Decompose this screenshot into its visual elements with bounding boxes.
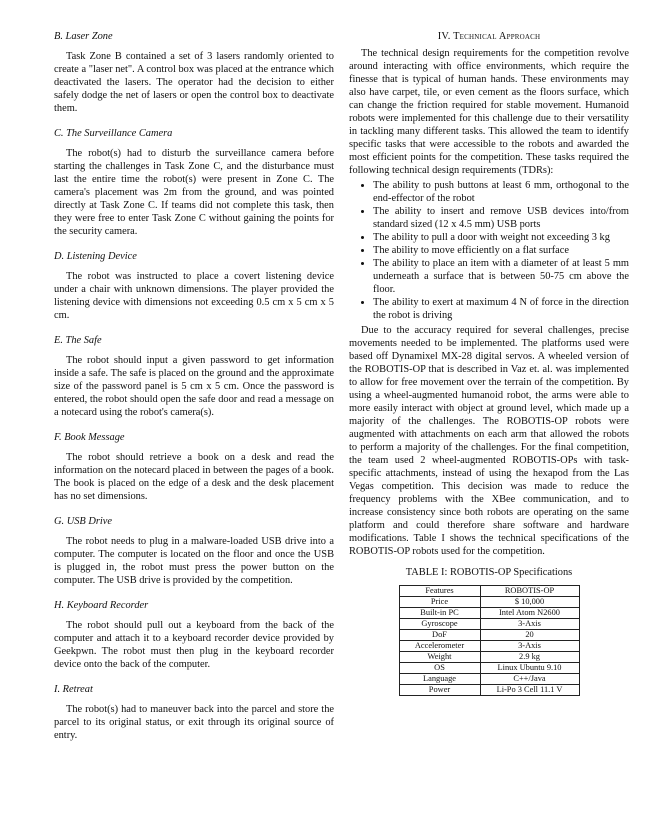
tdr-item: • The ability to exert at maximum 4 N of force in the direction the robot is driving [373,296,629,322]
section-title: H. Keyboard Recorder [54,600,149,611]
section-laser-zone [54,30,334,115]
table-cell-key: Power [399,685,480,696]
section-body: Task Zone B contained a set of 3 lasers randomly oriented to create a "laser net". A control box was placed at the entrance which deactivated the lasers. The operator had the decision to either safely dodge the net of lasers or open the control box to deactivate them. [54,51,334,114]
section-title: I. Retreat [54,684,93,695]
left-column [54,30,334,754]
tdr-item: • The ability to move efficiently on a flat surface [373,244,629,257]
tdr-item: • The ability to place an item with a diameter of at least 5 mm underneath a surface that is between 50-75 cm above the floor. [373,257,629,296]
section-surveillance-camera [54,127,334,238]
table-cell-key: DoF [399,630,480,641]
tdr-item: • The ability to push buttons at least 6 mm, orthogonal to the end-effector of the robot [373,179,629,205]
table-row [399,608,579,619]
table-row [399,630,579,641]
table-row [399,674,579,685]
table-cell-key: Accelerometer [399,641,480,652]
section-usb-drive [54,515,334,587]
table-cell-value: 20 [480,630,579,641]
table-cell-value: Intel Atom N2600 [480,608,579,619]
section-body: The robot should input a given password to get information inside a safe. The safe is placed on the ground and the approximate size of the password panel is 5 cm x 5 cm. Once the password is entered, the robot should open the safe door and read a message on a notecard using the robot's camera(s). [54,355,334,418]
section-body: The robot should pull out a keyboard from the back of the computer and attach it to a keyboard recorder device provided by Geekpwn. The robot must then plug in the keyboard recorder device onto the back of the computer. [54,620,334,670]
table-row [399,685,579,696]
table-row [399,641,579,652]
tdr-item: • The ability to insert and remove USB devices into/from standard sized (12 x 4.5 mm) USB ports [373,205,629,231]
specs-table [399,585,580,696]
table-cell-key: Weight [399,652,480,663]
section-body: The robot(s) had to maneuver back into the parcel and store the parcel to its original status, or exit through its original source of entry. [54,704,334,741]
tdr-item: • The ability to pull a door with weight not exceeding 3 kg [373,231,629,244]
section-body: The robot was instructed to place a covert listening device under a chair with unknown dimensions. The player provided the listening device with dimensions not exceeding 0.5 cm x 5 cm x 5 cm. [54,271,334,321]
tdr-list [349,179,629,322]
right-column [349,30,629,696]
table-cell-key: Price [399,597,480,608]
section-title: D. Listening Device [54,251,137,262]
section-body: The robot(s) had to disturb the surveillance camera before starting the challenges in Task Zone C, and the disturbance must last the entire time the robot(s) were present in Zone C. The camera's placement was 2m from the ground, and was pointed directly at Task Zone C. If teams did not complete this task, then they were free to enter Task Zone C without gaining the points for the security camera. [54,148,334,237]
section-heading-technical-approach: IV. Technical Approach [437,31,541,42]
section-the-safe [54,334,334,419]
table-caption: TABLE I: ROBOTIS-OP Specifications [405,567,573,578]
table-row [399,597,579,608]
table-cell-value: $ 10,000 [480,597,579,608]
section-body: The robot should retrieve a book on a desk and read the information on the notecard placed in between the pages of a book. The book is placed on the edge of a desk and the desk placement has no set dimensions. [54,452,334,502]
section-title: B. Laser Zone [54,31,113,42]
section-book-message [54,431,334,503]
table-cell-key: Language [399,674,480,685]
table-row [399,586,579,597]
table-cell-value: Linux Ubuntu 9.10 [480,663,579,674]
table-cell-key: OS [399,663,480,674]
table-cell-value: 3-Axis [480,641,579,652]
table-cell-value: ROBOTIS-OP [480,586,579,597]
table-row [399,619,579,630]
intro-paragraph: The technical design requirements for the competition revolve around interacting with office environments, which require the finesse that is typical of human hands. These environments may also have carpet, tile, or even cement as the floors surface, which can change the friction required for stable movement. Humanoid robots were implemented for this challenge due to their versatility in tackling many different tasks. This allowed the team to identify specific tasks that were accessible to the robots and awarded the most efficient points for the competition. These tasks required the following technical design requirements (TDRs): [349,48,629,176]
table-cell-value: Li-Po 3 Cell 11.1 V [480,685,579,696]
table-row [399,663,579,674]
section-retreat [54,683,334,742]
section-title: F. Book Message [54,432,125,443]
section-title: E. The Safe [54,335,102,346]
table-cell-key: Built-in PC [399,608,480,619]
section-listening-device [54,250,334,322]
table-cell-key: Gyroscope [399,619,480,630]
body-paragraph: Due to the accuracy required for several challenges, precise movements needed to be implemented. The platforms used were based off Dynamixel MX-28 digital servos. A wheeled version of the ROBOTIS-OP that is described in Vaz et. al. was implemented to allow for free movement over the terrain of the competition. By using a wheel-augmented humanoid robot, the arms were able to more easily interact with object at ground level, which made up a majority of the challenges. The ROBOTIS-OP robots were augmented with attachments on each arm that allowed the robots to perform a majority of the challenges. For the final competition, the team used 2 wheel-augmented ROBOTIS-OPs with task-specific attachments, instead of using the hexapod from the Las Vegas competition. This decision was made to reduce the frequency problems with the XBee communication, and to increase consistency since both robots are operating on the same platform and could therefore share software and hardware modifications. Table I shows the technical specifications of the ROBOTIS-OP robots used for the competition. [349,325,629,557]
table-cell-key: Features [399,586,480,597]
section-body: The robot needs to plug in a malware-loaded USB drive into a computer. The computer is located on the floor and once the USB is plugged in, the robot must press the power button on the computer. The USB drive is provided by the competition. [54,536,334,586]
section-title: C. The Surveillance Camera [54,128,173,139]
table-row [399,652,579,663]
section-title: G. USB Drive [54,516,113,527]
table-cell-value: 3-Axis [480,619,579,630]
table-cell-value: C++/Java [480,674,579,685]
section-keyboard-recorder [54,599,334,671]
table-cell-value: 2.9 kg [480,652,579,663]
